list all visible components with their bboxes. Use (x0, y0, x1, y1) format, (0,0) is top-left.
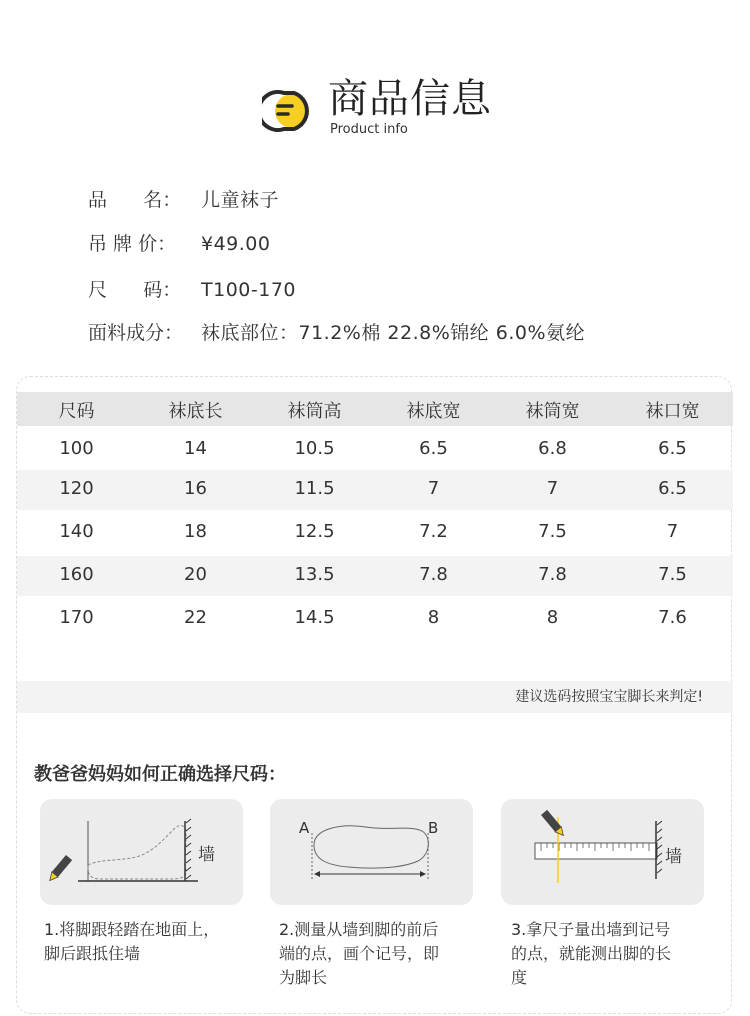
column-header: 袜底长 (168, 401, 223, 422)
advice-bar (17, 681, 733, 713)
info-value: T100-170 (201, 279, 296, 301)
table-cell: 7.8 (419, 564, 448, 585)
column-header: 袜筒高 (287, 401, 342, 422)
column-header: 袜口宽 (645, 401, 700, 422)
table-cell: 6.5 (658, 478, 687, 499)
table-cell: 6.5 (658, 438, 687, 459)
table-row (17, 430, 733, 470)
table-cell: 140 (59, 521, 94, 542)
table-row (17, 556, 733, 596)
step-1-text (44, 918, 244, 966)
table-row (17, 513, 733, 553)
column-header: 袜底宽 (406, 401, 461, 422)
step-text-line: 度 (511, 968, 528, 987)
info-key: 尺 码： (88, 279, 182, 301)
document-icon (262, 84, 314, 136)
table-cell: 8 (427, 607, 440, 628)
table-cell: 7.6 (658, 607, 687, 628)
table-cell: 160 (59, 564, 94, 585)
info-value: 儿童袜子 (201, 189, 280, 211)
table-cell: 100 (59, 438, 94, 459)
wall-label: 墙 (198, 845, 215, 865)
table-cell: 7.8 (538, 564, 567, 585)
table-cell: 14 (184, 438, 207, 459)
table-cell: 6.8 (538, 438, 567, 459)
table-cell: 6.5 (419, 438, 448, 459)
column-header: 袜筒宽 (525, 401, 580, 422)
page-title: 商品信息 (328, 76, 492, 122)
column-header: 尺码 (58, 401, 95, 422)
step-text-line: 2.测量从墙到脚的前后 (279, 920, 439, 939)
step-text-line: 为脚长 (279, 968, 328, 987)
howto-title: 教爸爸妈妈如何正确选择尺码： (34, 764, 286, 785)
info-value: ¥49.00 (201, 233, 271, 255)
table-cell: 7 (427, 478, 440, 499)
step-2-text (279, 918, 474, 990)
table-cell: 14.5 (294, 607, 335, 628)
info-key: 吊 牌 价： (88, 233, 177, 255)
step-text-line: 3.拿尺子量出墙到记号 (511, 920, 671, 939)
table-row (17, 470, 733, 510)
section-header (262, 76, 522, 138)
step-text-line: 的点，就能测出脚的长 (511, 944, 672, 963)
advice-text: 建议选码按照宝宝脚长来判定! (515, 689, 703, 705)
table-cell: 11.5 (294, 478, 335, 499)
info-value: 袜底部位：71.2%棉 22.8%锦纶 6.0%氨纶 (201, 322, 586, 344)
step-3-text (511, 918, 706, 990)
table-header (17, 392, 733, 426)
table-cell: 18 (184, 521, 207, 542)
step-2-illustration (270, 799, 473, 905)
table-cell: 10.5 (294, 438, 335, 459)
step-text-line: 1.将脚跟轻踏在地面上， (44, 920, 220, 939)
info-key: 面料成分： (88, 322, 184, 344)
step-1-illustration (40, 799, 243, 905)
point-a-label: A (299, 819, 310, 837)
step-text-line: 端的点，画个记号，即 (279, 944, 440, 963)
wall-label: 墙 (665, 847, 682, 867)
point-b-label: B (428, 819, 439, 837)
info-key: 品 名： (88, 189, 182, 211)
table-cell: 16 (184, 478, 207, 499)
table-cell: 13.5 (294, 564, 335, 585)
table-row (17, 599, 733, 639)
table-cell: 7.5 (658, 564, 687, 585)
foot-outline-measure-icon (270, 799, 473, 905)
table-cell: 7.2 (419, 521, 448, 542)
table-cell: 20 (184, 564, 207, 585)
table-cell: 7 (546, 478, 559, 499)
table-cell: 7.5 (538, 521, 567, 542)
step-3-illustration (501, 799, 704, 905)
table-cell: 12.5 (294, 521, 335, 542)
table-cell: 22 (184, 607, 207, 628)
step-text-line: 脚后跟抵住墙 (44, 944, 141, 963)
table-cell: 7 (666, 521, 679, 542)
table-cell: 120 (59, 478, 94, 499)
page-subtitle: Product info (330, 122, 408, 137)
table-cell: 170 (59, 607, 94, 628)
table-cell: 8 (546, 607, 559, 628)
